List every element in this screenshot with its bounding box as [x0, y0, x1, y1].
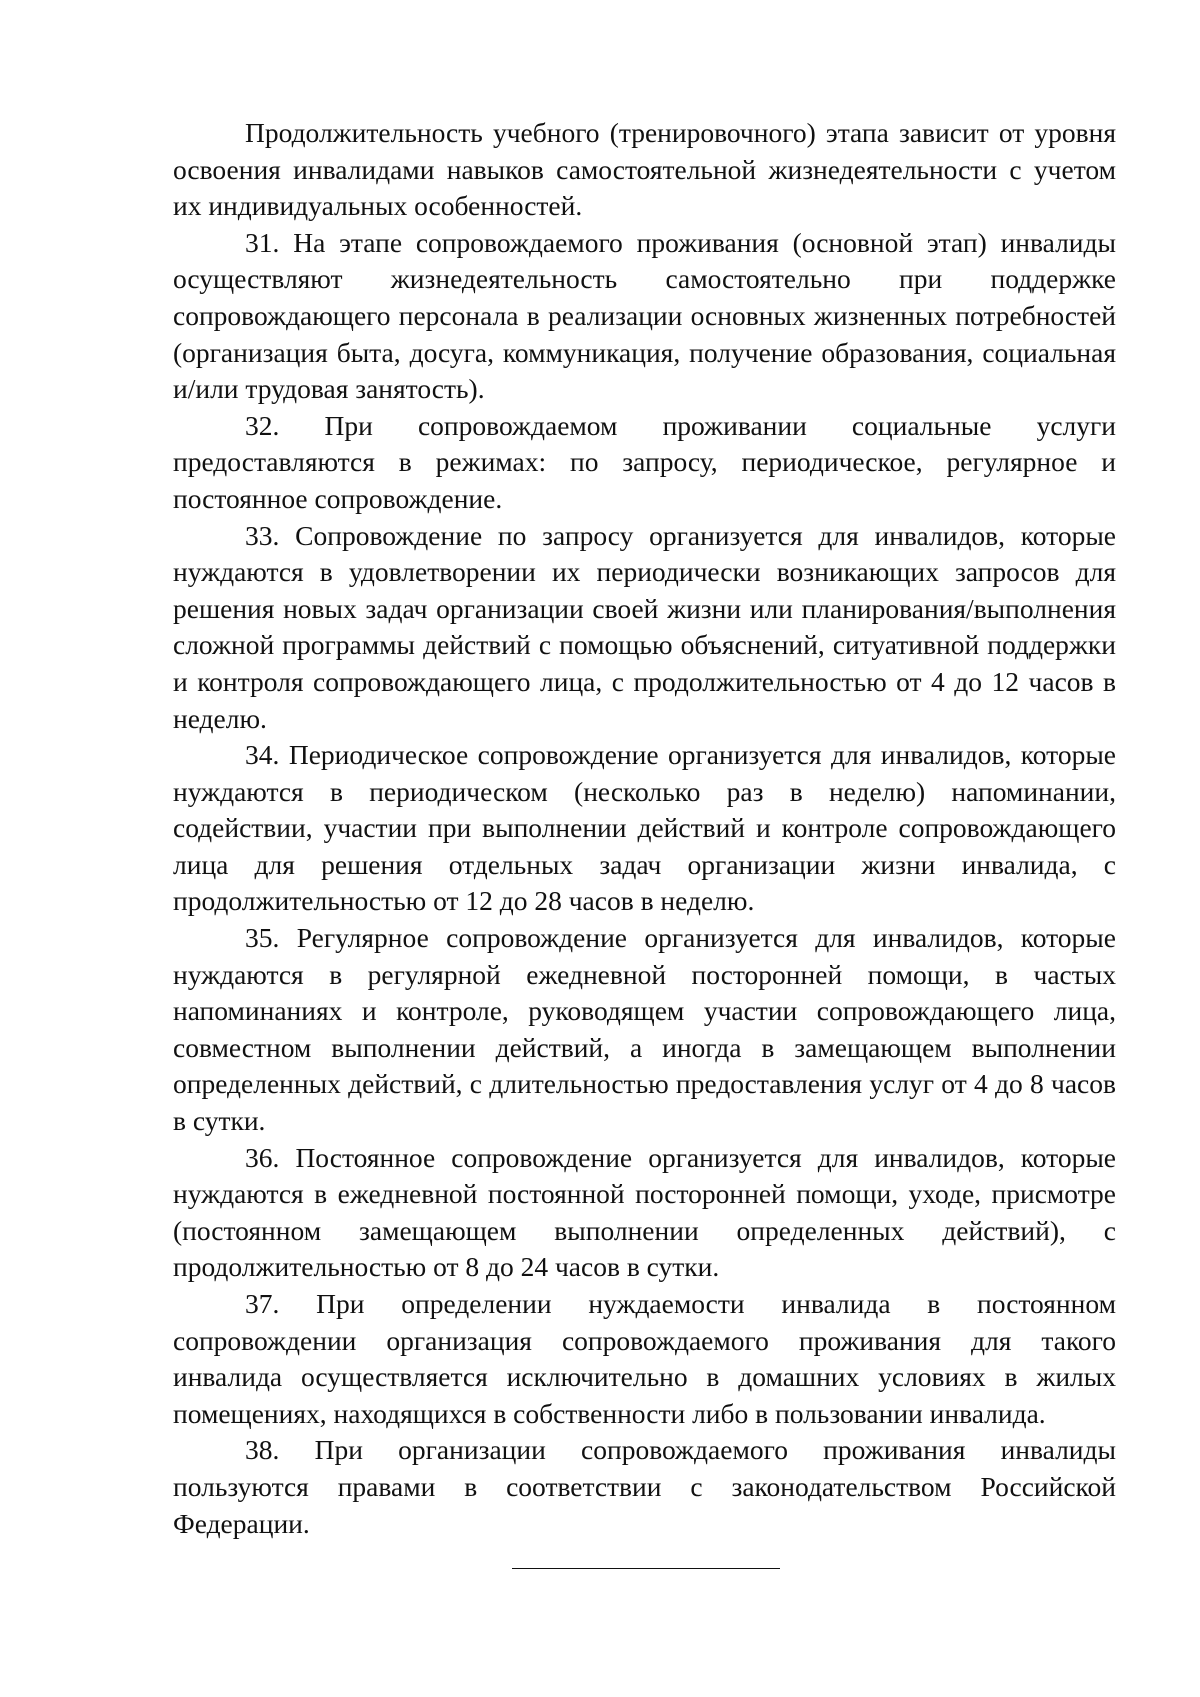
- paragraph-38: 38. При организации сопровождаемого проживания инвалиды пользуются правами в соответствии с законодательством Российской Федерации.: [173, 1434, 1116, 1539]
- end-of-document-rule: [512, 1568, 780, 1569]
- paragraph-35: 35. Регулярное сопровождение организуется для инвалидов, которые нуждаются в регулярной ежедневной посторонней помощи, в частых напоминаниях и контроле, руководящем участии сопровождающего лица, совместном выполнении действий, а иногда в замещающем выполнении определенных действий, с длительностью предоставления услуг от 4 до 8 часов в сутки.: [173, 922, 1116, 1137]
- paragraph-31: 31. На этапе сопровождаемого проживания (основной этап) инвалиды осуществляют жизнедеятельность самостоятельно при поддержке сопровождающего персонала в реализации основных жизненных потребностей (организация быта, досуга, коммуникация, получение образования, социальная и/или трудовая занятость).: [173, 226, 1116, 405]
- paragraph-37: 37. При определении нуждаемости инвалида в постоянном сопровождении организация сопровождаемого проживания для такого инвалида осуществляется исключительно в домашних условиях в жилых помещениях, находящихся в собственности либо в пользовании инвалида.: [173, 1288, 1116, 1429]
- paragraph-34: 34. Периодическое сопровождение организуется для инвалидов, которые нуждаются в периодическом (несколько раз в неделю) напоминании, содействии, участии при выполнении действий и контроле сопровождающего лица для решения отдельных задач организации жизни инвалида, с продолжительностью от 12 до 28 часов в неделю.: [173, 739, 1116, 917]
- paragraph-33: 33. Сопровождение по запросу организуется для инвалидов, которые нуждаются в удовлетворении их периодически возникающих запросов для решения новых задач организации своей жизни или планирования/выполнения сложной программы действий с помощью объяснений, ситуативной поддержки и контроля сопровождающего лица, с продолжительностью от 4 до 12 часов в неделю.: [173, 519, 1116, 734]
- document-body: [173, 115, 1116, 1542]
- paragraph-training-stage-duration: Продолжительность учебного (тренировочного) этапа зависит от уровня освоения инвалидами навыков самостоятельной жизнедеятельности с учетом их индивидуальных особенностей.: [173, 117, 1116, 222]
- paragraph-36: 36. Постоянное сопровождение организуется для инвалидов, которые нуждаются в ежедневной постоянной посторонней помощи, уходе, присмотре (постоянном замещающем выполнении определенных действий), с продолжительностью от 8 до 24 часов в сутки.: [173, 1141, 1116, 1283]
- paragraph-32: 32. При сопровождаемом проживании социальные услуги предоставляются в режимах: по запросу, периодическое, регулярное и постоянное сопровождение.: [173, 409, 1116, 514]
